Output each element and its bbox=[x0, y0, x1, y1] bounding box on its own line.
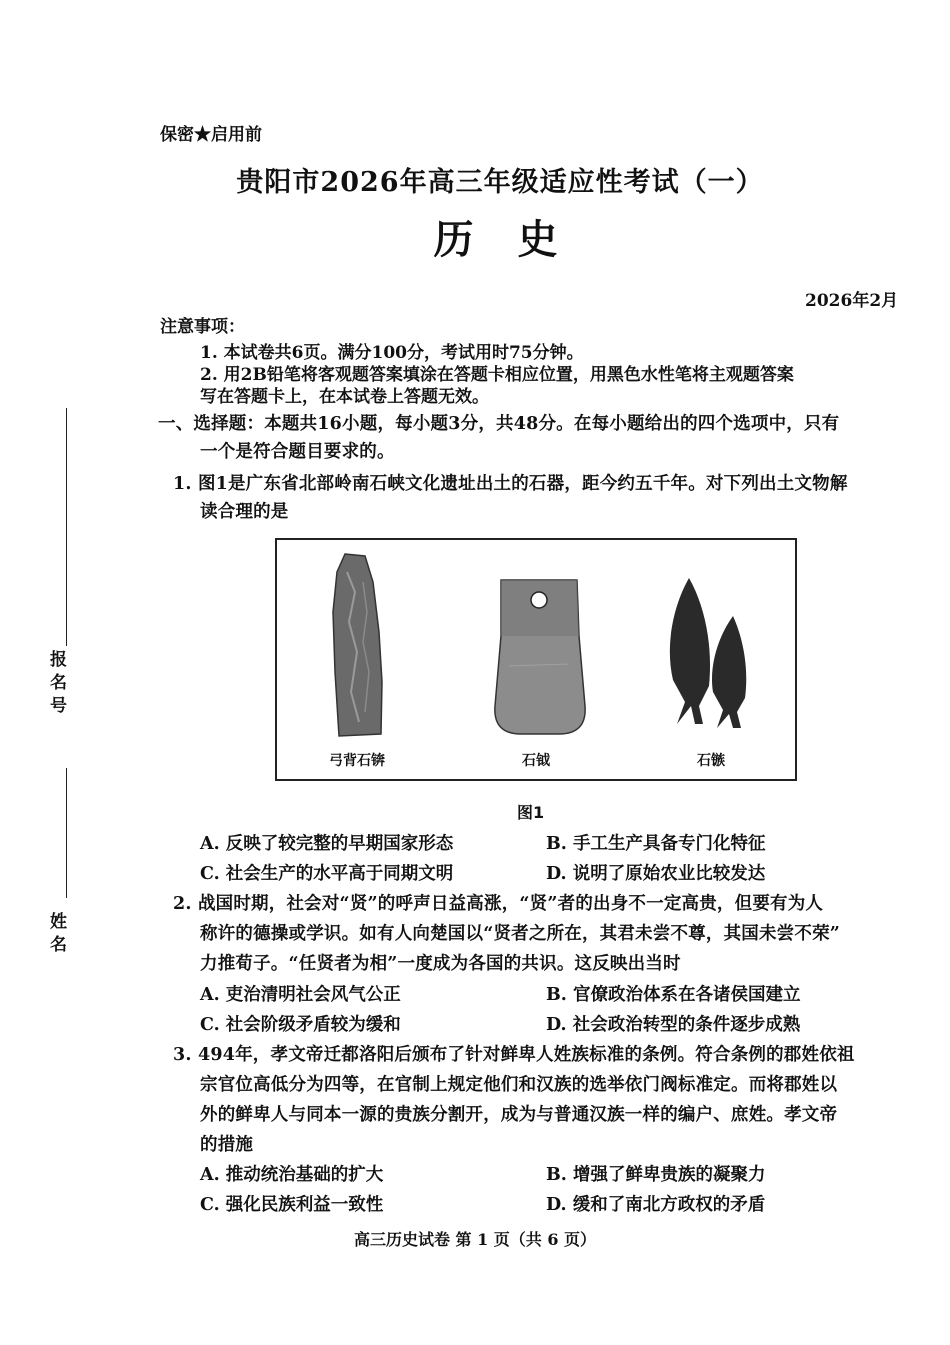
question-2-option-d: D. 社会政治转型的条件逐步成熟 bbox=[546, 1015, 801, 1035]
figure-1-title: 图1 bbox=[517, 803, 545, 822]
note-item-1: 1. 本试卷共6页。满分100分，考试用时75分钟。 bbox=[200, 343, 584, 363]
stone-adze-image bbox=[327, 552, 389, 742]
question-2-stem-cont-2: 力推荀子。“任贤者为相”一度成为各国的共识。这反映出当时 bbox=[200, 954, 681, 974]
question-1-option-d: D. 说明了原始农业比较发达 bbox=[546, 864, 766, 884]
stone-axe-image bbox=[489, 576, 591, 738]
registration-label: 报名号 bbox=[46, 650, 66, 719]
question-3-option-b: B. 增强了鲜卑贵族的凝聚力 bbox=[546, 1165, 766, 1185]
exam-title: 贵阳市2026年高三年级适应性考试（一） bbox=[236, 167, 764, 198]
caption-stone-arrowhead: 石镞 bbox=[697, 753, 725, 769]
question-3-stem-cont-1: 宗官位高低分为四等，在官制上规定他们和汉族的选举依门阀标准定。而将郡姓以 bbox=[200, 1075, 838, 1095]
question-1-stem: 1. 图1是广东省北部岭南石峡文化遗址出土的石器，距今约五千年。对下列出土文物解 bbox=[173, 474, 848, 494]
section-heading-cont: 一个是符合题目要求的。 bbox=[200, 442, 395, 462]
note-item-2: 2. 用2B铅笔将客观题答案填涂在答题卡相应位置，用黑色水性笔将主观题答案 bbox=[200, 365, 794, 385]
question-1-option-a: A. 反映了较完整的早期国家形态 bbox=[200, 834, 454, 854]
caption-stone-adze: 弓背石锛 bbox=[329, 753, 385, 769]
exam-date: 2026年2月 bbox=[805, 291, 899, 311]
figure-1-frame bbox=[275, 538, 797, 781]
page-footer: 高三历史试卷 第 1 页（共 6 页） bbox=[353, 1230, 597, 1249]
margin-line-top bbox=[66, 408, 67, 646]
question-2-option-b: B. 官僚政治体系在各诸侯国建立 bbox=[546, 985, 801, 1005]
section-heading: 一、选择题：本题共16小题，每小题3分，共48分。在每小题给出的四个选项中，只有 bbox=[158, 414, 840, 434]
question-2-option-a: A. 吏治清明社会风气公正 bbox=[200, 985, 401, 1005]
question-3-stem-cont-3: 的措施 bbox=[200, 1135, 254, 1155]
question-3-option-a: A. 推动统治基础的扩大 bbox=[200, 1165, 384, 1185]
question-2-option-c: C. 社会阶级矛盾较为缓和 bbox=[200, 1015, 401, 1035]
note-item-2-cont: 写在答题卡上，在本试卷上答题无效。 bbox=[200, 387, 489, 407]
question-1-stem-cont: 读合理的是 bbox=[200, 502, 289, 522]
question-3-option-d: D. 缓和了南北方政权的矛盾 bbox=[546, 1195, 766, 1215]
question-3-stem-cont-2: 外的鲜卑人与同本一源的贵族分割开，成为与普通汉族一样的编户、庶姓。孝文帝 bbox=[200, 1105, 838, 1125]
caption-stone-axe: 石钺 bbox=[522, 753, 550, 769]
subject-title: 历史 bbox=[433, 216, 602, 263]
registration-line bbox=[66, 768, 67, 898]
question-3-stem: 3. 494年，孝文帝迁都洛阳后颁布了针对鲜卑人姓族标准的条例。符合条例的郡姓依祖 bbox=[173, 1045, 855, 1065]
question-1-option-c: C. 社会生产的水平高于同期文明 bbox=[200, 864, 454, 884]
confidential-label: 保密★启用前 bbox=[160, 125, 262, 145]
name-label: 姓名 bbox=[46, 912, 66, 958]
question-1-option-b: B. 手工生产具备专门化特征 bbox=[546, 834, 766, 854]
question-2-stem-cont-1: 称许的德操或学识。如有人向楚国以“贤者之所在，其君未尝不尊，其国未尝不荣” bbox=[200, 924, 841, 944]
notes-title: 注意事项： bbox=[160, 317, 245, 337]
question-3-option-c: C. 强化民族利益一致性 bbox=[200, 1195, 384, 1215]
stone-arrowheads-image bbox=[655, 576, 755, 736]
question-2-stem: 2. 战国时期，社会对“贤”的呼声日益高涨，“贤”者的出身不一定高贵，但要有为人 bbox=[173, 894, 824, 914]
